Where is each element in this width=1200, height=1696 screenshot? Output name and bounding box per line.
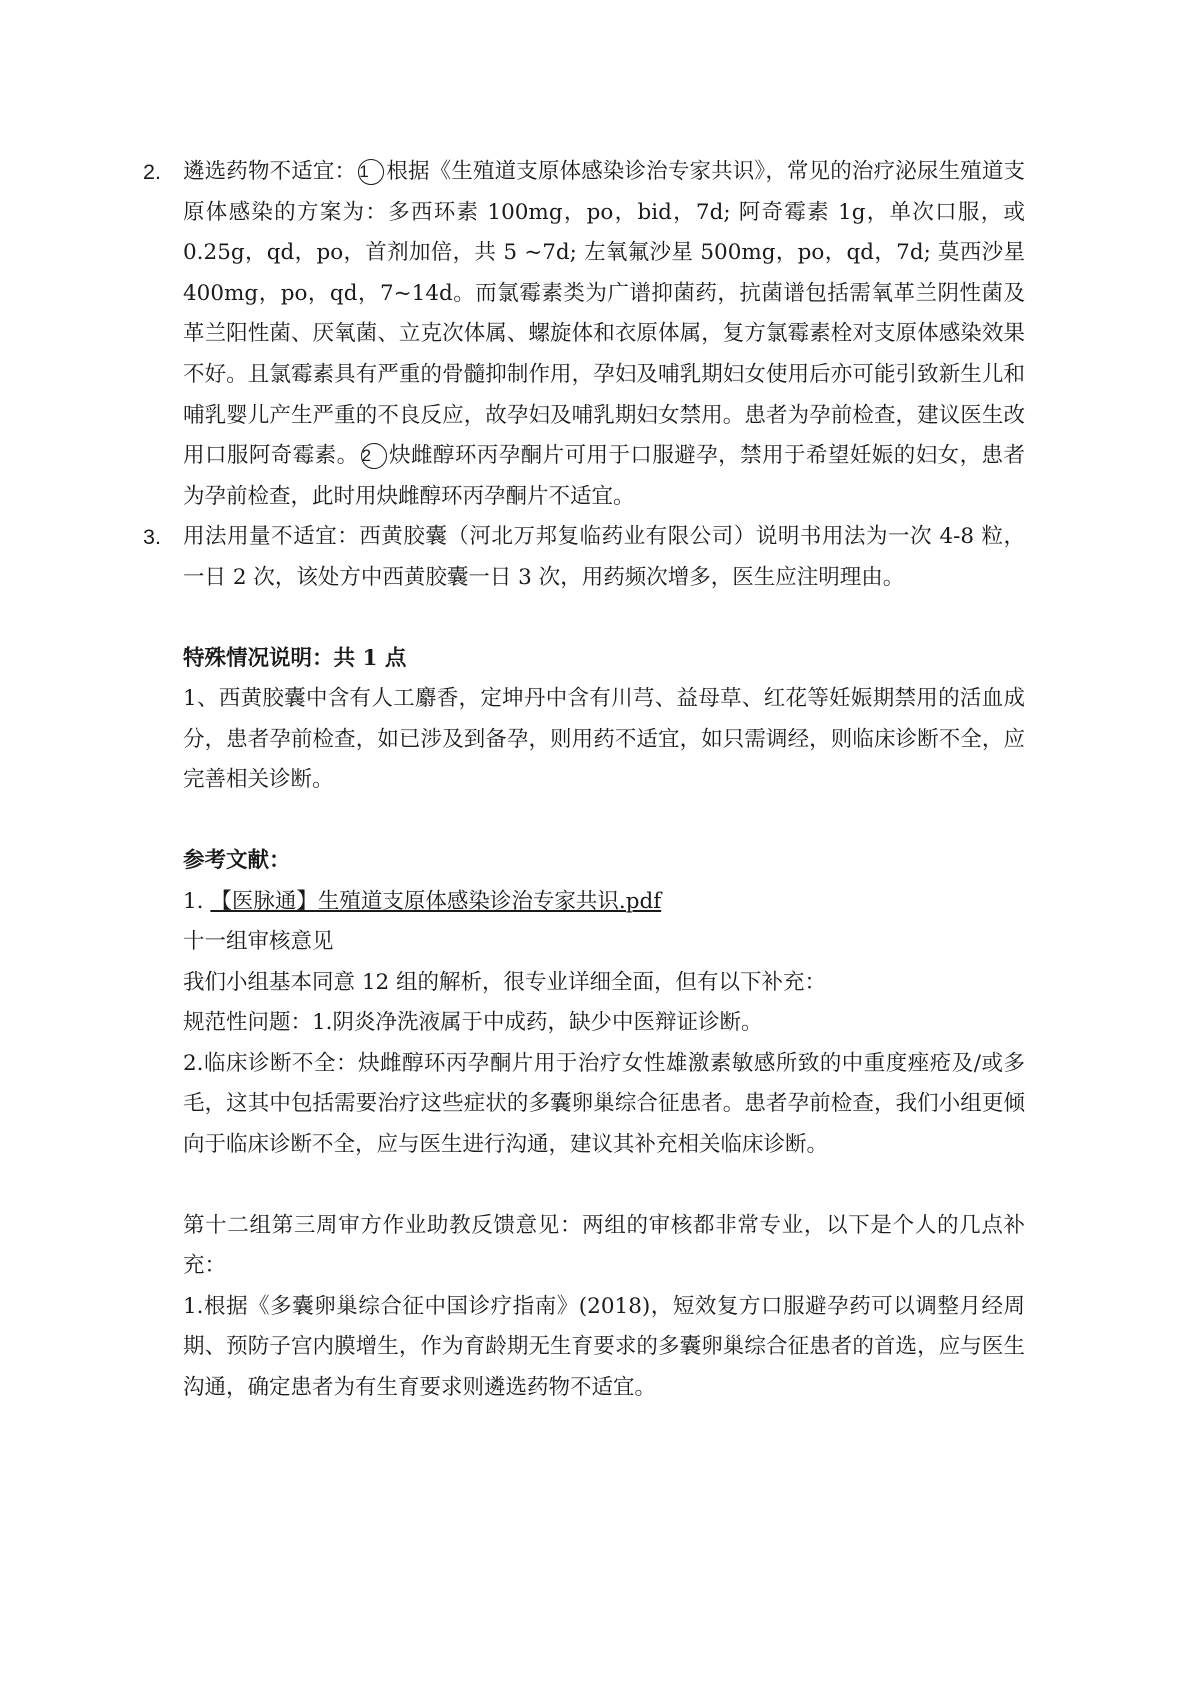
item-text: 用法用量不适宜：西黄胶囊（河北万邦复临药业有限公司）说明书用法为一次 4-8 粒，一日 2 次，该处方中西黄胶囊一日 3 次，用药频次增多，医生应注明理由。 bbox=[183, 524, 1025, 590]
feedback-point1: 1.根据《多囊卵巢综合征中国诊疗指南》(2018)，短效复方口服避孕药可以调整月经周期、预防子宫内膜增生，作为育龄期无生育要求的多囊卵巢综合征患者的首选，应与医生沟通，确定患者为有生育要求则遴选药物不适宜。 bbox=[183, 1293, 1025, 1401]
spacer bbox=[183, 801, 1025, 841]
reference-number: 1. bbox=[183, 888, 211, 914]
spacer bbox=[183, 1166, 1025, 1206]
item-lead: 遴选药物不适宜： bbox=[183, 159, 357, 184]
circled-number-1: 1 bbox=[358, 159, 384, 185]
list-number: 3. bbox=[143, 525, 161, 550]
references-heading: 参考文献： bbox=[183, 847, 291, 873]
spacer bbox=[183, 599, 1025, 639]
circled-number-2: 2 bbox=[361, 443, 387, 469]
reference-link[interactable]: 【医脉通】生殖道支原体感染诊治专家共识.pdf bbox=[210, 888, 662, 914]
list-number: 2. bbox=[143, 160, 161, 184]
special-heading: 特殊情况说明：共 1 点 bbox=[183, 645, 407, 671]
item-text-part2: 炔雌醇环丙孕酮片可用于口服避孕，禁用于希望妊娠的妇女，患者为孕前检查，此时用炔雌醇环丙孕酮片不适宜。 bbox=[183, 443, 1025, 509]
item-text-part1: 根据《生殖道支原体感染诊治专家共识》，常见的治疗泌尿生殖道支原体感染的方案为：多西环素 100mg，po，bid，7d; 阿奇霉素 1g，单次口服，或 0.25g，qd，po，首剂加倍，共 5 ~7d; 左氧氟沙星 500mg，po，qd，7d; 莫西沙星 400mg，po，qd，7~14d。而氯霉素类为广谱抑菌药，抗菌谱包括需氧革兰阴性菌及革兰阳性菌、厌氧菌、立克次体属、螺旋体和衣原体属，复方氯霉素栓对支原体感染效果不好。且氯霉素具有严重的骨髓抑制作用，孕妇及哺乳期妇女使用后亦可能引致新生儿和哺乳婴儿产生严重的不良反应，故孕妇及哺乳期妇女禁用。患者为孕前检查，建议医生改用口服阿奇霉素。 bbox=[183, 159, 1025, 469]
group11-intro: 我们小组基本同意 12 组的解析，很专业详细全面，但有以下补充： bbox=[183, 969, 827, 995]
feedback-intro: 第十二组第三周审方作业助教反馈意见：两组的审核都非常专业，以下是个人的几点补充： bbox=[183, 1212, 1025, 1279]
list-item-3 bbox=[143, 517, 1025, 598]
list-item-2 bbox=[143, 152, 1025, 517]
document-body bbox=[143, 152, 1025, 1409]
group11-point2: 2.临床诊断不全：炔雌醇环丙孕酮片用于治疗女性雄激素敏感所致的中重度痤疮及/或多毛，这其中包括需要治疗这些症状的多囊卵巢综合征患者。患者孕前检查，我们小组更倾向于临床诊断不全，应与医生进行沟通，建议其补充相关临床诊断。 bbox=[183, 1050, 1025, 1158]
group11-point1: 规范性问题：1.阴炎净洗液属于中成药，缺少中医辩证诊断。 bbox=[183, 1010, 763, 1036]
group11-title: 十一组审核意见 bbox=[183, 929, 334, 955]
reference-item bbox=[183, 882, 1025, 923]
special-text: 1、西黄胶囊中含有人工麝香，定坤丹中含有川芎、益母草、红花等妊娠期禁用的活血成分，患者孕前检查，如已涉及到备孕，则用药不适宜，如只需调经，则临床诊断不全，应完善相关诊断。 bbox=[183, 686, 1025, 793]
